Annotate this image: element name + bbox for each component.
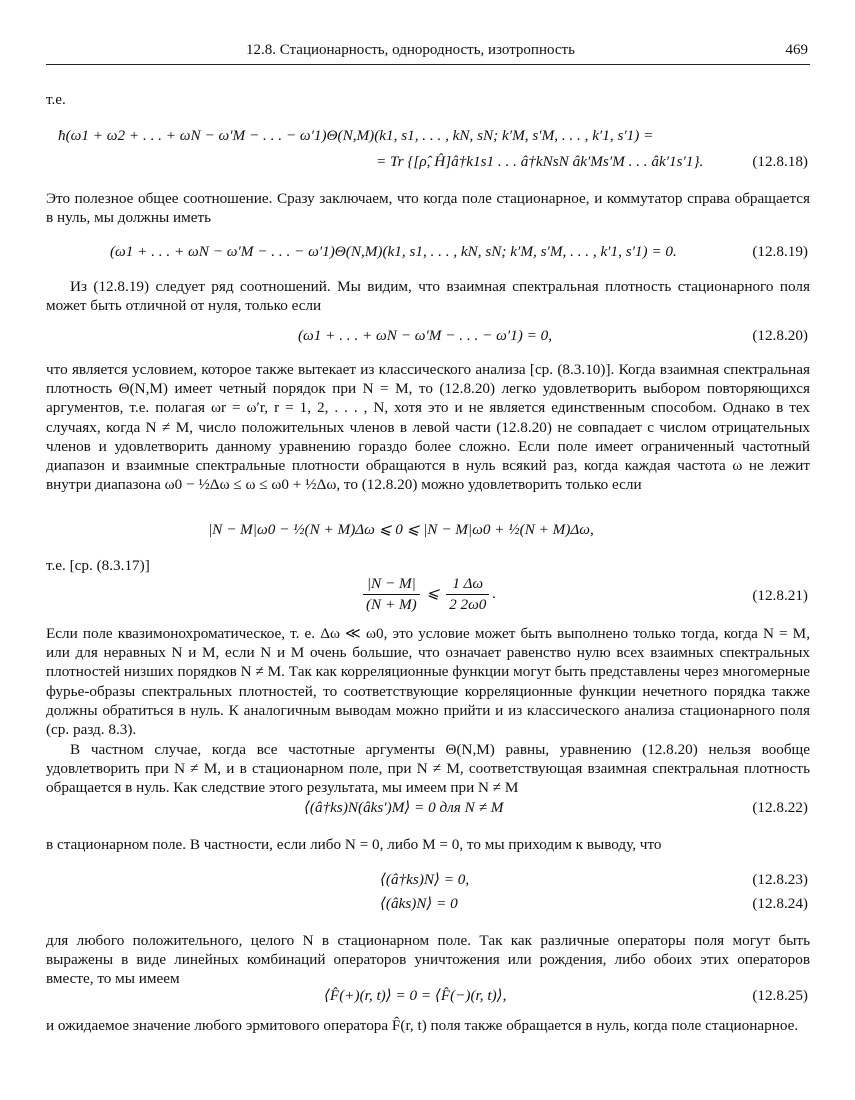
equation-12-8-20: (ω1 + . . . + ωN − ω′M − . . . − ω′1) = 0, (12.8.20) [298, 327, 808, 344]
equation-number: (12.8.19) [752, 243, 808, 260]
equation-number: (12.8.20) [752, 327, 808, 344]
paragraph-6: в стационарном поле. В частности, если либо N = 0, либо M = 0, то мы приходим к выводу, что [46, 836, 662, 853]
running-header [46, 42, 810, 65]
equation-12-8-24: ⟨(âks)N⟩ = 0 (12.8.24) [380, 895, 808, 912]
equation-inequality: |N − M|ω0 − ½(N + M)Δω ⩽ 0 ⩽ |N − M|ω0 + ½(N + M)Δω, [208, 521, 594, 538]
section-title: 12.8. Стационарность, однородность, изотропность [246, 42, 575, 58]
text-te-2: т.е. [ср. (8.3.17)] [46, 557, 150, 574]
equation-12-8-19: (ω1 + . . . + ωN − ω′M − . . . − ω′1)Θ(N,M)(k1, s1, . . . , kN, sN; k′M, s′M, . . . , k′1, s′1) = 0. (12.8.19) [110, 243, 808, 260]
equation-number: (12.8.18) [752, 153, 808, 170]
equation-number: (12.8.21) [752, 587, 808, 604]
equation-12-8-18-line1: ħ(ω1 + ω2 + . . . + ωN − ω′M − . . . − ω′1)Θ(N,M)(k1, s1, . . . , kN, sN; k′M, s′M, . . . , k′1, s′1) = [58, 127, 654, 144]
equation-12-8-21: $\frac{|N - M|}{(N + M)}$ ⩽ $\frac{1 \Delta\omega}{2 2\omega 0}$ . (12.8.21) [46, 572, 810, 616]
paragraph-5: В частном случае, когда все частотные аргументы Θ(N,M) равны, уравнению (12.8.20) нельзя вообще удовлетворить при N ≠ M, и в стационарном поле, при N ≠ M, соответствующая взаимная спектральная плотность обращается в нуль. Как следствие этого результата, мы имеем при N ≠ M [46, 741, 810, 797]
equation-12-8-23: ⟨(â†ks)N⟩ = 0, (12.8.23) [380, 871, 808, 888]
equation-number: (12.8.24) [752, 895, 808, 912]
paragraph-8: и ожидаемое значение любого эрмитового оператора F̂(r, t) поля также обращается в нуль, когда поле стационарное. [46, 1017, 799, 1034]
paragraph-2: Из (12.8.19) следует ряд соотношений. Мы видим, что взаимная спектральная плотность стационарного поля может быть отличной от нуля, только если [46, 278, 810, 315]
paragraph-3: что является условием, которое также вытекает из классического анализа [ср. (8.3.10)]. Когда взаимная спектральная плотность Θ(N,M) имеет четный порядок при N = M, то (12.8.20) легко удовлетворить выбором повторяющихся аргументов, т.е. полагая ωr = ω′r, r = 1, 2, . . . , N, хотя это и не является единственным способом. Однако в тех случаях, когда N ≠ M, число положительных членов в левой части (12.8.20) не совпадает с числом отрицательных членов и удовлетворить данному уравнению гораздо более сложно. Если поле имеет ограниченный частотный диапазон и взаимные спектральные плотности обращаются в нуль всякий раз, когда каждая частота ω не лежит внутри диапазона ω0 − ½Δω ≤ ω ≤ ω0 + ½Δω, то (12.8.20) можно удовлетворить только если [46, 361, 810, 494]
text-te-1: т.е. [46, 91, 66, 108]
equation-number: (12.8.25) [752, 987, 808, 1004]
paragraph-4: Если поле квазимонохроматическое, т. е. Δω ≪ ω0, это условие может быть выполнено только тогда, когда N = M, или для неравных N и M, если N и M очень большие, что означает равенство нулю всех взаимных спектральных плотностей низших порядков N ≠ M. Так как корреляционные функции могут быть представлены через многомерные фурье-образы спектральных плотностей, то соответствующие корреляционные функции нечетного порядка также должны обратиться в нуль. К аналогичным выводам можно прийти и из классического анализа стационарного поля (ср. разд. 8.3). [46, 625, 810, 739]
equation-12-8-25: ⟨F̂(+)(r, t)⟩ = 0 = ⟨F̂(−)(r, t)⟩, (12.8.25) [324, 987, 808, 1004]
equation-12-8-22: ⟨(â†ks)N(âks′)M⟩ = 0 для N ≠ M (12.8.22) [304, 799, 808, 816]
equation-number: (12.8.22) [752, 799, 808, 816]
page-number: 469 [785, 42, 808, 58]
paragraph-1: Это полезное общее соотношение. Сразу заключаем, что когда поле стационарное, и коммутатор справа обращается в нуль, мы должны иметь [46, 190, 810, 227]
equation-12-8-18-line2: = Tr {[ρ̂, Ĥ]â†k1s1 . . . â†kNsN âk′Ms′M . . . âk′1s′1}. (12.8.18) [376, 153, 808, 170]
paragraph-7: для любого положительного, целого N в стационарном поле. Так как различные операторы поля могут быть выражены в виде линейных комбинаций операторов уничтожения или рождения, либо обоих этих операторов вместе, то мы имеем [46, 932, 810, 988]
equation-number: (12.8.23) [752, 871, 808, 888]
